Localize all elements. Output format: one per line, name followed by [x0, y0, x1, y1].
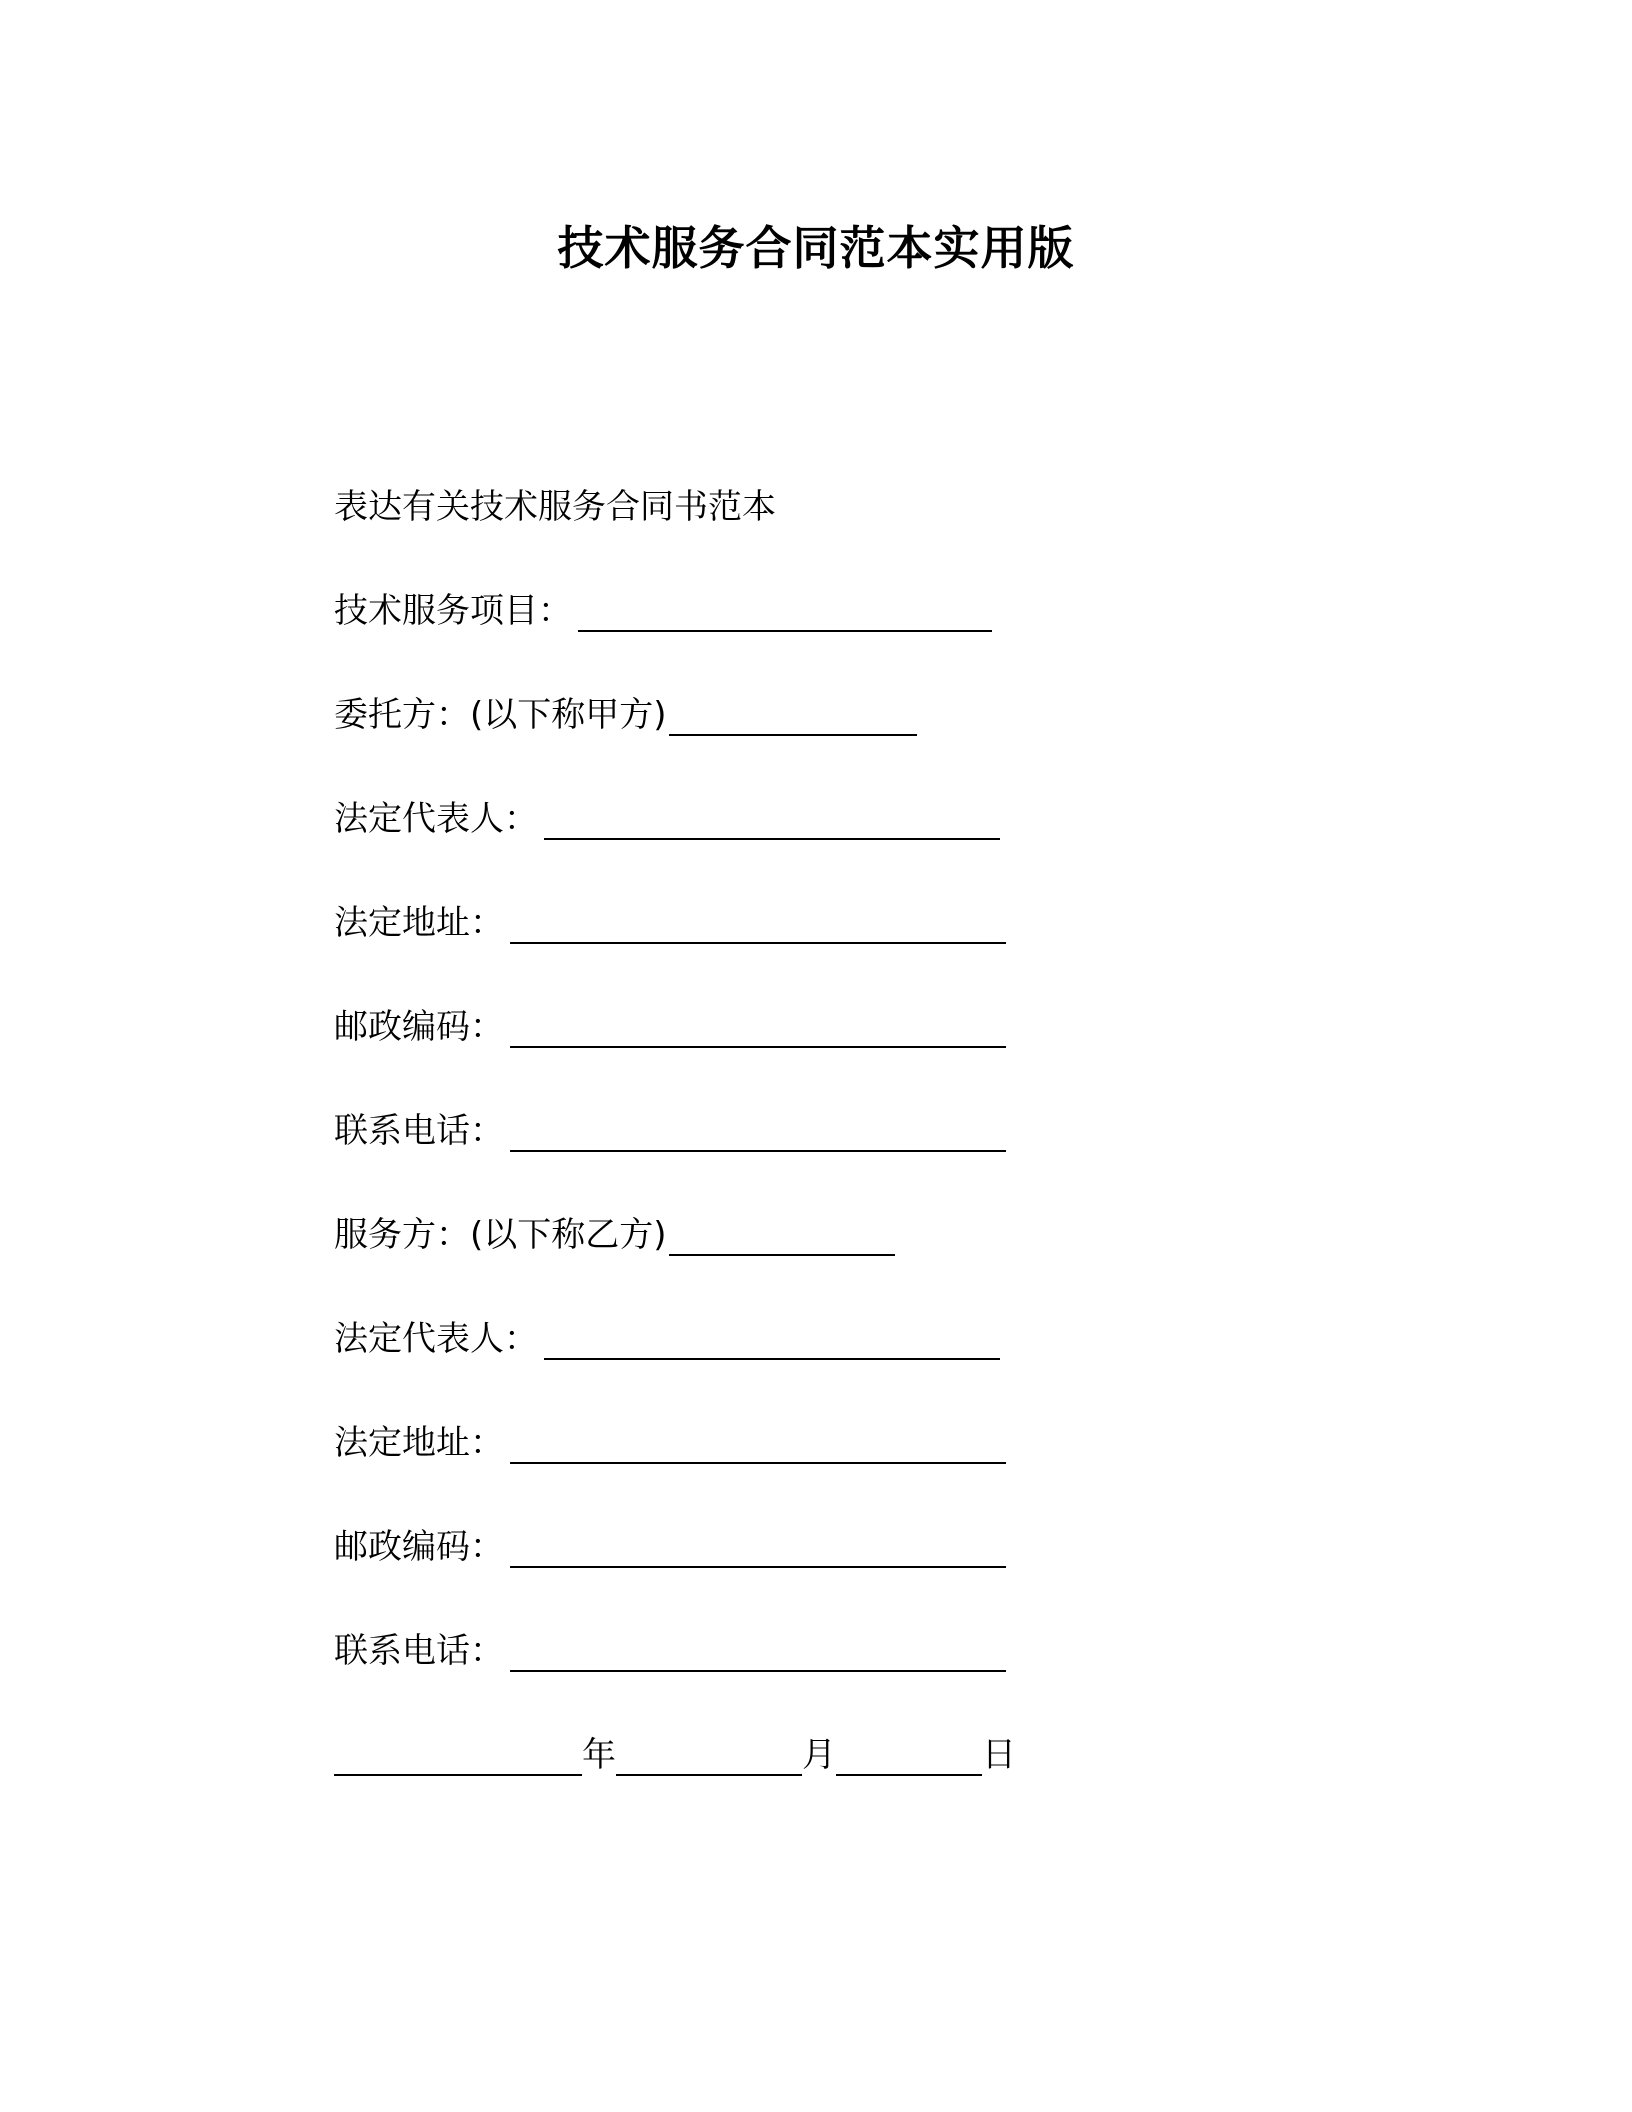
- fill-in-blank[interactable]: [510, 1016, 1006, 1048]
- field-provider-legal-rep: [334, 1319, 1234, 1359]
- field-label: 联系电话：: [334, 1631, 504, 1671]
- document-body: [334, 487, 1234, 1842]
- field-label: 法定代表人：: [334, 799, 538, 839]
- fill-in-blank[interactable]: [578, 600, 992, 632]
- intro-text: 表达有关技术服务合同书范本: [334, 487, 776, 527]
- field-provider-postcode: [334, 1527, 1234, 1567]
- day-label: 日: [982, 1735, 1016, 1775]
- month-label: 月: [802, 1735, 836, 1775]
- field-label: 法定代表人：: [334, 1319, 538, 1359]
- field-label: 法定地址：: [334, 903, 504, 943]
- fill-in-blank[interactable]: [510, 1432, 1006, 1464]
- fill-in-blank[interactable]: [510, 1536, 1006, 1568]
- field-service-project: [334, 591, 1234, 631]
- fill-in-blank[interactable]: [669, 704, 917, 736]
- document-title-text: 技术服务合同范本实用版: [557, 221, 1075, 275]
- field-label: 邮政编码：: [334, 1527, 504, 1567]
- field-label: 技术服务项目：: [334, 591, 572, 631]
- document-title: [0, 218, 1632, 278]
- year-label: 年: [582, 1735, 616, 1775]
- year-blank[interactable]: [334, 1744, 582, 1776]
- field-client: [334, 695, 1234, 735]
- field-label: 邮政编码：: [334, 1007, 504, 1047]
- field-client-legal-rep: [334, 799, 1234, 839]
- fill-in-blank[interactable]: [510, 1120, 1006, 1152]
- day-blank[interactable]: [836, 1744, 982, 1776]
- intro-line: [334, 487, 1234, 527]
- field-client-phone: [334, 1111, 1234, 1151]
- field-client-postcode: [334, 1007, 1234, 1047]
- fill-in-blank[interactable]: [544, 1328, 1000, 1360]
- date-line: [334, 1735, 1234, 1775]
- month-blank[interactable]: [616, 1744, 802, 1776]
- fill-in-blank[interactable]: [510, 1640, 1006, 1672]
- field-label: 联系电话：: [334, 1111, 504, 1151]
- field-provider: [334, 1215, 1234, 1255]
- field-label: 服务方：(以下称乙方): [334, 1215, 667, 1255]
- field-label: 法定地址：: [334, 1423, 504, 1463]
- fill-in-blank[interactable]: [544, 808, 1000, 840]
- fill-in-blank[interactable]: [669, 1224, 895, 1256]
- field-provider-phone: [334, 1631, 1234, 1671]
- field-label: 委托方：(以下称甲方): [334, 695, 667, 735]
- field-client-address: [334, 903, 1234, 943]
- field-provider-address: [334, 1423, 1234, 1463]
- fill-in-blank[interactable]: [510, 912, 1006, 944]
